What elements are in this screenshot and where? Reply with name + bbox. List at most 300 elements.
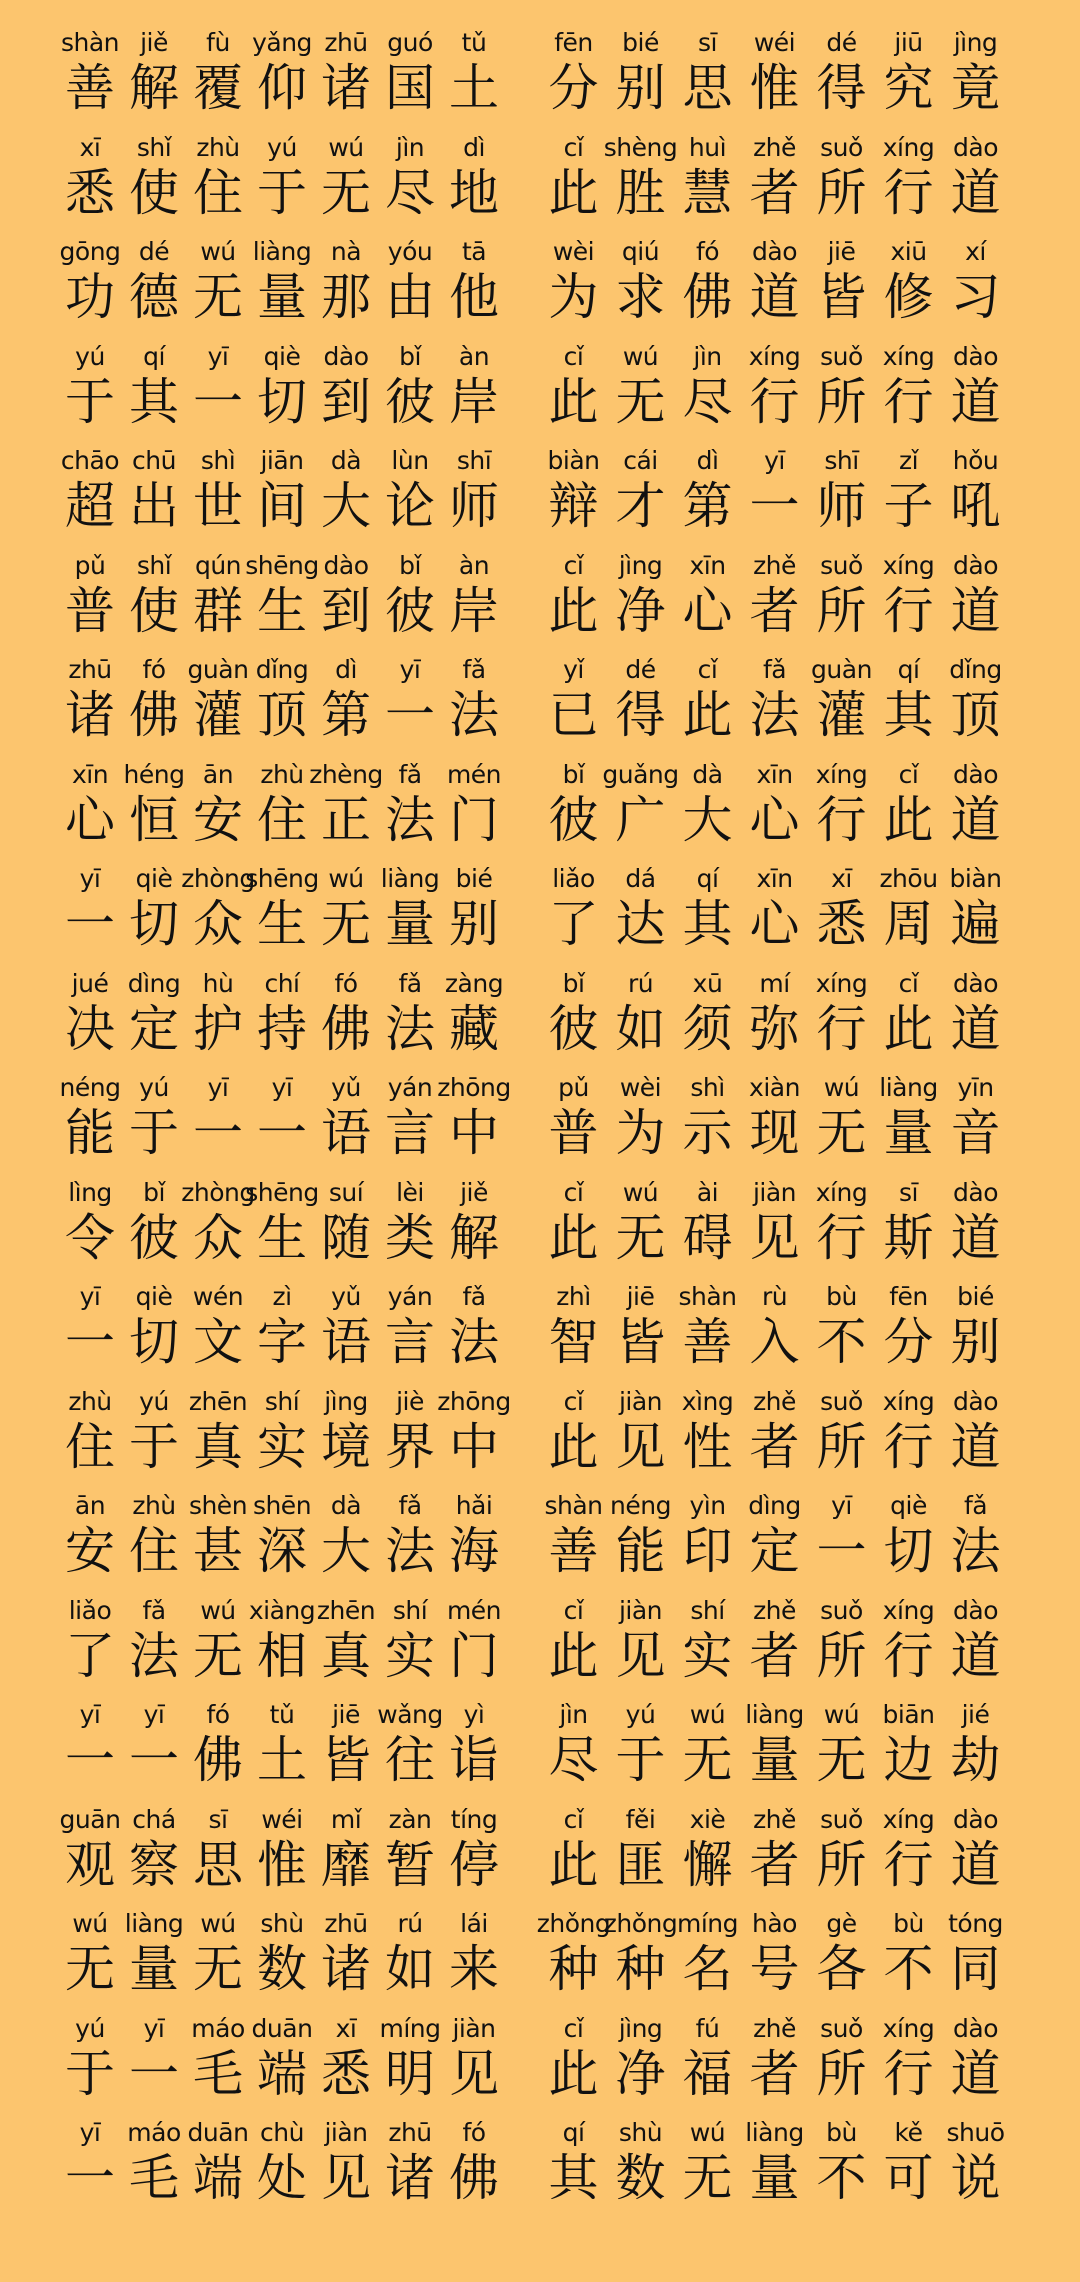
hanzi-character: 于 [615, 1731, 666, 1789]
pinyin: xiū [890, 237, 927, 266]
character-with-pinyin [540, 1491, 607, 1596]
hanzi-character: 法 [749, 686, 800, 744]
pinyin: sī [698, 28, 717, 57]
hanzi-character: 见 [615, 1417, 666, 1476]
pinyin: ài [696, 1177, 719, 1207]
character-with-pinyin [540, 446, 607, 551]
character-with-pinyin [442, 1596, 506, 1701]
character-with-pinyin [378, 237, 442, 342]
pinyin: zhě [753, 132, 796, 162]
pinyin: qí [897, 655, 920, 684]
pinyin: wú [328, 864, 364, 893]
hanzi-character: 来 [449, 1940, 499, 1998]
character-with-pinyin [250, 1909, 314, 2014]
pinyin: fǎ [398, 968, 422, 998]
hanzi-character: 者 [749, 1417, 800, 1476]
verse-line-left [58, 655, 508, 760]
pinyin: suǒ [820, 341, 863, 371]
hanzi-character: 众 [193, 895, 243, 953]
verse-line-left [58, 1805, 508, 1910]
character-with-pinyin [942, 1805, 1009, 1910]
hanzi-character: 诸 [65, 686, 115, 744]
hanzi-character: 思 [682, 59, 733, 117]
character-with-pinyin [378, 133, 442, 238]
hanzi-character: 住 [193, 163, 243, 222]
character-with-pinyin [674, 342, 741, 447]
pinyin: liàng [124, 1909, 184, 1938]
pinyin: wèi [552, 237, 595, 266]
pinyin: dá [625, 864, 656, 893]
hanzi-character: 行 [816, 999, 867, 1058]
character-with-pinyin [674, 2118, 741, 2223]
character-with-pinyin [607, 1282, 674, 1387]
pinyin: dào [752, 237, 797, 266]
hanzi-character: 数 [257, 1940, 307, 1998]
hanzi-character: 由 [385, 268, 435, 326]
character-with-pinyin [314, 1073, 378, 1178]
hanzi-character: 毛 [129, 2149, 179, 2207]
hanzi-character: 超 [65, 477, 115, 535]
hanzi-character: 岸 [449, 372, 499, 431]
character-with-pinyin [540, 1805, 607, 1910]
character-with-pinyin [442, 1805, 506, 1910]
character-with-pinyin [942, 1596, 1009, 1701]
hanzi-character: 者 [749, 1626, 800, 1685]
pinyin: xíng [882, 1386, 935, 1416]
hanzi-character: 此 [883, 999, 934, 1058]
hanzi-character: 懈 [682, 1835, 733, 1894]
hanzi-character: 言 [385, 1313, 435, 1371]
pinyin: yī [207, 341, 229, 371]
hanzi-character: 福 [682, 2044, 733, 2103]
hanzi-character: 善 [682, 1313, 733, 1371]
pinyin: zhōng [437, 1386, 511, 1416]
pinyin: guàn [811, 655, 872, 684]
pinyin: jìn [693, 341, 722, 371]
character-with-pinyin [942, 2118, 1009, 2223]
hanzi-character: 能 [615, 1522, 666, 1580]
character-with-pinyin [875, 1282, 942, 1387]
character-with-pinyin [250, 2118, 314, 2223]
character-with-pinyin [875, 969, 942, 1074]
hanzi-character: 尽 [548, 1731, 599, 1789]
character-with-pinyin [122, 1387, 186, 1492]
hanzi-character: 求 [615, 268, 666, 326]
pinyin: zhǒng [536, 1909, 611, 1938]
character-with-pinyin [437, 1386, 511, 1492]
pinyin: yī [399, 655, 421, 684]
pinyin: qiè [263, 341, 301, 371]
pinyin: dì [463, 132, 485, 162]
hanzi-character: 无 [65, 1940, 115, 1998]
hanzi-character: 端 [193, 2149, 243, 2207]
hanzi-character: 德 [129, 268, 179, 326]
pinyin: yán [387, 1282, 433, 1311]
character-with-pinyin [674, 1282, 741, 1387]
character-with-pinyin [942, 28, 1009, 133]
character-with-pinyin [314, 655, 378, 760]
hanzi-character: 斯 [883, 1208, 934, 1267]
character-with-pinyin [540, 1387, 607, 1492]
character-with-pinyin [250, 342, 314, 447]
pinyin: fù [206, 28, 230, 57]
pinyin: chù [260, 2118, 304, 2147]
pinyin: yóu [387, 237, 433, 266]
verse-line-right [540, 1178, 1010, 1283]
hanzi-character: 量 [749, 1731, 800, 1789]
character-with-pinyin [741, 1909, 808, 2014]
character-with-pinyin [674, 237, 741, 342]
pinyin: fǎ [142, 1595, 166, 1625]
character-with-pinyin [808, 133, 875, 238]
hanzi-character: 道 [950, 790, 1001, 849]
verse-line-right [540, 1073, 1010, 1178]
pinyin: dào [953, 968, 998, 998]
hanzi-character: 皆 [321, 1731, 371, 1789]
pinyin: xíng [882, 1595, 935, 1625]
character-with-pinyin [942, 133, 1009, 238]
character-with-pinyin [186, 1596, 250, 1701]
hanzi-character: 道 [950, 1417, 1001, 1476]
character-with-pinyin [58, 1909, 122, 2014]
pinyin: xìng [681, 1386, 734, 1416]
pinyin: fú [695, 2013, 720, 2043]
hanzi-character: 见 [449, 2044, 499, 2103]
character-with-pinyin [58, 28, 122, 133]
character-with-pinyin [540, 1282, 607, 1387]
pinyin: jiān [260, 446, 304, 475]
hanzi-character: 岸 [449, 581, 499, 640]
hanzi-character: 于 [129, 1417, 179, 1476]
hanzi-character: 其 [883, 686, 934, 744]
character-with-pinyin [250, 1387, 314, 1492]
character-with-pinyin [442, 133, 506, 238]
hanzi-character: 海 [449, 1522, 499, 1580]
hanzi-character: 顶 [257, 686, 307, 744]
character-with-pinyin [674, 28, 741, 133]
pinyin: bǐ [143, 1177, 165, 1207]
hanzi-character: 善 [548, 1522, 599, 1580]
pinyin: bié [957, 1282, 994, 1311]
character-with-pinyin [808, 760, 875, 865]
hanzi-character: 令 [65, 1208, 115, 1267]
character-with-pinyin [250, 2014, 314, 2119]
verse-row [0, 760, 1080, 865]
character-with-pinyin [309, 759, 383, 865]
character-with-pinyin [942, 342, 1009, 447]
character-with-pinyin [314, 864, 378, 969]
pinyin: shì [200, 446, 236, 475]
pinyin: cǐ [563, 550, 584, 580]
character-with-pinyin [250, 969, 314, 1074]
character-with-pinyin [875, 1700, 942, 1805]
hanzi-character: 说 [950, 2149, 1001, 2207]
pinyin: xīn [756, 759, 793, 789]
pinyin: ān [202, 759, 234, 789]
pinyin: tǔ [461, 28, 487, 57]
character-with-pinyin [607, 1805, 674, 1910]
verse-line-right [540, 28, 1010, 133]
character-with-pinyin [875, 2014, 942, 2119]
pinyin: zhù [68, 1386, 112, 1416]
character-with-pinyin [442, 237, 506, 342]
hanzi-character: 道 [950, 999, 1001, 1058]
character-with-pinyin [378, 1909, 442, 2014]
pinyin: qiú [621, 237, 660, 266]
character-with-pinyin [540, 237, 607, 342]
character-with-pinyin [808, 1700, 875, 1805]
character-with-pinyin [741, 760, 808, 865]
pinyin: bǐ [399, 550, 421, 580]
hanzi-character: 得 [615, 686, 666, 744]
hanzi-character: 文 [193, 1313, 243, 1371]
pinyin: àn [458, 550, 490, 580]
character-with-pinyin [942, 1387, 1009, 1492]
pinyin: dào [953, 2013, 998, 2043]
verse-row [0, 1909, 1080, 2014]
character-with-pinyin [314, 2014, 378, 2119]
character-with-pinyin [607, 1596, 674, 1701]
hanzi-character: 别 [950, 1313, 1001, 1371]
character-with-pinyin [540, 2014, 607, 2119]
pinyin: zhēn [188, 1386, 248, 1416]
hanzi-character: 切 [129, 1313, 179, 1371]
pinyin: cǐ [563, 132, 584, 162]
character-with-pinyin [442, 1700, 506, 1805]
pinyin: lèi [396, 1177, 424, 1207]
hanzi-character: 所 [816, 163, 867, 222]
hanzi-character: 一 [193, 1104, 243, 1162]
character-with-pinyin [942, 760, 1009, 865]
character-with-pinyin [58, 446, 122, 551]
character-with-pinyin [540, 1700, 607, 1805]
pinyin: yī [79, 1282, 101, 1311]
character-with-pinyin [314, 28, 378, 133]
character-with-pinyin [536, 1909, 611, 2014]
hanzi-character: 为 [548, 268, 599, 326]
hanzi-character: 现 [749, 1104, 800, 1162]
hanzi-character: 相 [257, 1626, 307, 1685]
hanzi-character: 甚 [193, 1522, 243, 1580]
character-with-pinyin [808, 28, 875, 133]
pinyin: zàng [444, 968, 504, 998]
pinyin: zhēn [316, 1595, 376, 1625]
character-with-pinyin [122, 342, 186, 447]
hanzi-character: 所 [816, 1417, 867, 1476]
hanzi-character: 净 [615, 581, 666, 640]
pinyin: shèn [188, 1491, 248, 1520]
character-with-pinyin [442, 28, 506, 133]
character-with-pinyin [942, 655, 1009, 760]
hanzi-character: 行 [883, 581, 934, 640]
character-with-pinyin [245, 864, 319, 969]
character-with-pinyin [250, 1282, 314, 1387]
pinyin: liǎo [552, 864, 595, 893]
hanzi-character: 于 [257, 163, 307, 222]
character-with-pinyin [186, 1491, 250, 1596]
verse-row [0, 1700, 1080, 1805]
pinyin: qí [696, 864, 719, 893]
hanzi-character: 种 [615, 1940, 666, 1998]
pinyin: duān [187, 2118, 249, 2147]
pinyin: dào [953, 341, 998, 371]
pinyin: qí [143, 341, 165, 371]
character-with-pinyin [875, 1178, 942, 1283]
pinyin: guàn [187, 655, 249, 684]
hanzi-character: 生 [257, 1208, 307, 1267]
pinyin: liàng [380, 864, 440, 893]
pinyin: guān [59, 1804, 121, 1834]
verse-line-left [58, 864, 508, 969]
character-with-pinyin [58, 1073, 122, 1178]
pinyin: chū [132, 446, 176, 475]
character-with-pinyin [186, 969, 250, 1074]
pinyin: hù [202, 968, 234, 998]
character-with-pinyin [808, 342, 875, 447]
character-with-pinyin [808, 1178, 875, 1283]
verse-line-right [540, 1596, 1010, 1701]
character-with-pinyin [378, 1387, 442, 1492]
hanzi-character: 大 [321, 477, 371, 535]
character-with-pinyin [942, 969, 1009, 1074]
character-with-pinyin [808, 1491, 875, 1596]
verse-line-left [58, 1178, 508, 1283]
pinyin: dìng [748, 1491, 801, 1520]
pinyin: wú [622, 1177, 659, 1207]
character-with-pinyin [442, 864, 506, 969]
hanzi-character: 无 [193, 1940, 243, 1998]
verse-line-right [540, 969, 1010, 1074]
hanzi-character: 此 [548, 2044, 599, 2103]
character-with-pinyin [378, 28, 442, 133]
character-with-pinyin [378, 551, 442, 656]
character-with-pinyin [58, 1282, 122, 1387]
character-with-pinyin [122, 1178, 186, 1283]
hanzi-character: 语 [321, 1313, 371, 1371]
character-with-pinyin [741, 1596, 808, 1701]
pinyin: xíng [815, 1177, 868, 1207]
character-with-pinyin [808, 446, 875, 551]
character-with-pinyin [741, 1805, 808, 1910]
character-with-pinyin [674, 864, 741, 969]
verse-line-right [540, 446, 1010, 551]
pinyin: àn [458, 341, 490, 371]
pinyin: yìn [689, 1491, 726, 1520]
hanzi-character: 碍 [682, 1208, 733, 1267]
pinyin: mén [446, 1595, 502, 1625]
verse-row [0, 446, 1080, 551]
character-with-pinyin [378, 2014, 442, 2119]
hanzi-character: 字 [257, 1313, 307, 1371]
character-with-pinyin [314, 237, 378, 342]
hanzi-character: 门 [449, 1626, 499, 1685]
hanzi-character: 此 [548, 372, 599, 431]
character-with-pinyin [741, 1387, 808, 1492]
character-with-pinyin [378, 2118, 442, 2223]
character-with-pinyin [808, 237, 875, 342]
character-with-pinyin [607, 446, 674, 551]
hanzi-character: 无 [682, 2149, 733, 2207]
pinyin: néng [610, 1491, 671, 1520]
verse-line-left [58, 2014, 508, 2119]
pinyin: yú [75, 341, 105, 371]
hanzi-character: 仰 [257, 59, 307, 117]
character-with-pinyin [741, 969, 808, 1074]
pinyin: suí [328, 1177, 364, 1207]
pinyin: pǔ [74, 550, 106, 580]
hanzi-character: 行 [883, 1835, 934, 1894]
pinyin: xī [335, 2013, 357, 2043]
hanzi-character: 大 [682, 790, 733, 849]
verse-row [0, 1178, 1080, 1283]
pinyin: zhù [132, 1491, 176, 1520]
character-with-pinyin [741, 133, 808, 238]
character-with-pinyin [942, 1491, 1009, 1596]
pinyin: shàn [60, 28, 120, 57]
hanzi-character: 此 [682, 686, 733, 744]
hanzi-character: 悉 [816, 895, 867, 953]
verse-line-right [540, 237, 1010, 342]
pinyin: zhū [68, 655, 112, 684]
character-with-pinyin [808, 655, 875, 760]
character-with-pinyin [540, 1178, 607, 1283]
pinyin: jié [961, 1700, 990, 1729]
character-with-pinyin [942, 446, 1009, 551]
hanzi-character: 净 [615, 2044, 666, 2103]
verse-line-right [540, 133, 1010, 238]
character-with-pinyin [58, 1387, 122, 1492]
hanzi-character: 无 [816, 1104, 867, 1162]
character-with-pinyin [250, 446, 314, 551]
hanzi-character: 智 [548, 1313, 599, 1371]
hanzi-character: 法 [449, 686, 499, 744]
verse-row [0, 655, 1080, 760]
hanzi-character: 解 [449, 1208, 499, 1267]
character-with-pinyin [674, 446, 741, 551]
hanzi-character: 一 [129, 2044, 179, 2103]
hanzi-character: 无 [816, 1731, 867, 1789]
hanzi-character: 行 [816, 790, 867, 849]
hanzi-character: 佛 [193, 1731, 243, 1789]
hanzi-character: 竟 [950, 59, 1001, 117]
pinyin: yī [271, 1073, 293, 1102]
character-with-pinyin [314, 551, 378, 656]
character-with-pinyin [58, 1178, 122, 1283]
character-with-pinyin [314, 1282, 378, 1387]
pinyin: zhě [753, 2013, 796, 2043]
hanzi-character: 一 [257, 1104, 307, 1162]
character-with-pinyin [122, 864, 186, 969]
pinyin: jìn [395, 132, 425, 162]
pinyin: dào [953, 759, 998, 789]
pinyin: xíng [882, 341, 935, 371]
pinyin: qí [562, 2118, 585, 2147]
pinyin: jiàn [324, 2118, 368, 2147]
character-with-pinyin [122, 551, 186, 656]
pinyin: tóng [948, 1909, 1003, 1938]
hanzi-character: 如 [615, 999, 666, 1058]
pinyin: zhòng [181, 864, 255, 893]
character-with-pinyin [314, 342, 378, 447]
hanzi-character: 道 [950, 372, 1001, 431]
hanzi-character: 惟 [257, 1835, 307, 1894]
hanzi-character: 胜 [615, 163, 666, 222]
hanzi-character: 论 [385, 477, 435, 535]
pinyin: yī [143, 2013, 165, 2043]
pinyin: wú [622, 341, 659, 371]
character-with-pinyin [58, 237, 122, 342]
character-with-pinyin [314, 1178, 378, 1283]
